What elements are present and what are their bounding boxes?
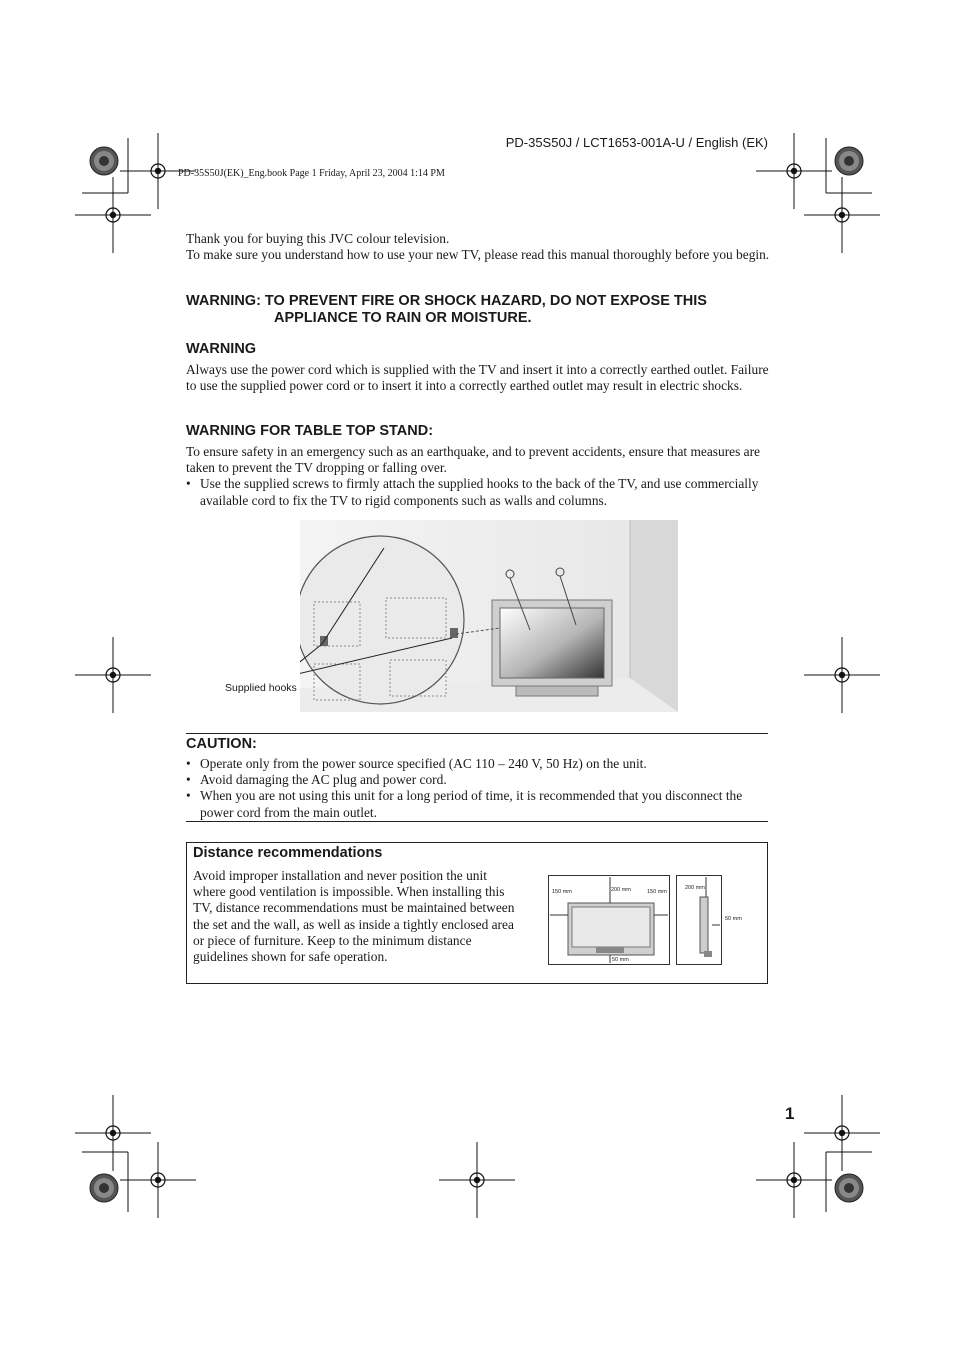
main-warning-line-1: WARNING: TO PREVENT FIRE OR SHOCK HAZARD, DO NOT EXPOSE THIS — [186, 293, 707, 309]
tv-hooks-illustration — [300, 520, 678, 712]
distance-title: Distance recommendations — [193, 845, 383, 861]
warning-title: WARNING — [186, 341, 257, 357]
page-number: 1 — [785, 1104, 795, 1123]
supplied-hooks-label: Supplied hooks — [225, 682, 297, 694]
main-warning — [186, 293, 707, 327]
intro-section — [186, 231, 771, 263]
caution-item-2: • Avoid damaging the AC plug and power cord. — [186, 772, 771, 788]
intro-line-1: Thank you for buying this JVC colour television. — [186, 231, 450, 246]
warning-text: Always use the power cord which is supplied with the TV and insert it into a correctly earthed outlet. Failure to use the supplied power cord or to insert it into a correctly earthed outlet may result in electric shocks. — [186, 362, 769, 394]
caution-item-1: • Operate only from the power source specified (AC 110 – 240 V, 50 Hz) on the unit. — [186, 756, 771, 772]
caution-item-3: • When you are not using this unit for a long period of time, it is recommended that you disconnect the power cord from the main outlet. — [186, 788, 771, 820]
caution-title: CAUTION: — [186, 736, 257, 752]
table-top-section — [186, 444, 771, 509]
document-reference: PD-35S50J / LCT1653-001A-U / English (EK) — [505, 135, 768, 150]
caution-top-rule — [186, 733, 768, 734]
table-top-text: To ensure safety in an emergency such as an earthquake, and to prevent accidents, ensure that measures are taken to prevent the TV dropping or falling over. — [186, 444, 760, 476]
table-top-bullet: • Use the supplied screws to firmly attach the supplied hooks to the back of the TV, and use commercially available cord to fix the TV to rigid components such as walls and columns. — [186, 476, 771, 508]
distance-right-label: 150 mm — [647, 889, 667, 895]
book-stamp: PD-35S50J(EK)_Eng.book Page 1 Friday, April 23, 2004 1:14 PM — [178, 168, 445, 179]
distance-side-top-label: 200 mm — [685, 885, 705, 891]
distance-bottom-label: 50 mm — [612, 957, 629, 963]
distance-top-label: 200 mm — [611, 887, 631, 893]
table-top-title: WARNING FOR TABLE TOP STAND: — [186, 423, 434, 439]
main-warning-line-2: APPLIANCE TO RAIN OR MOISTURE. — [274, 310, 532, 326]
distance-text: Avoid improper installation and never position the unit where good ventilation is impossible. When installing this TV, distance recommendations must be maintained between the set and the wall, as well as inside a tightly enclosed area or piece of furniture. Keep to the minimum distance guidelines shown for safe operation. — [193, 868, 515, 965]
distance-side-back-label: 50 mm — [725, 916, 742, 922]
caution-list — [186, 756, 771, 821]
intro-line-2: To make sure you understand how to use your new TV, please read this manual thoroughly before you begin. — [186, 247, 770, 263]
distance-left-label: 150 mm — [552, 889, 572, 895]
caution-bottom-rule — [186, 821, 768, 822]
